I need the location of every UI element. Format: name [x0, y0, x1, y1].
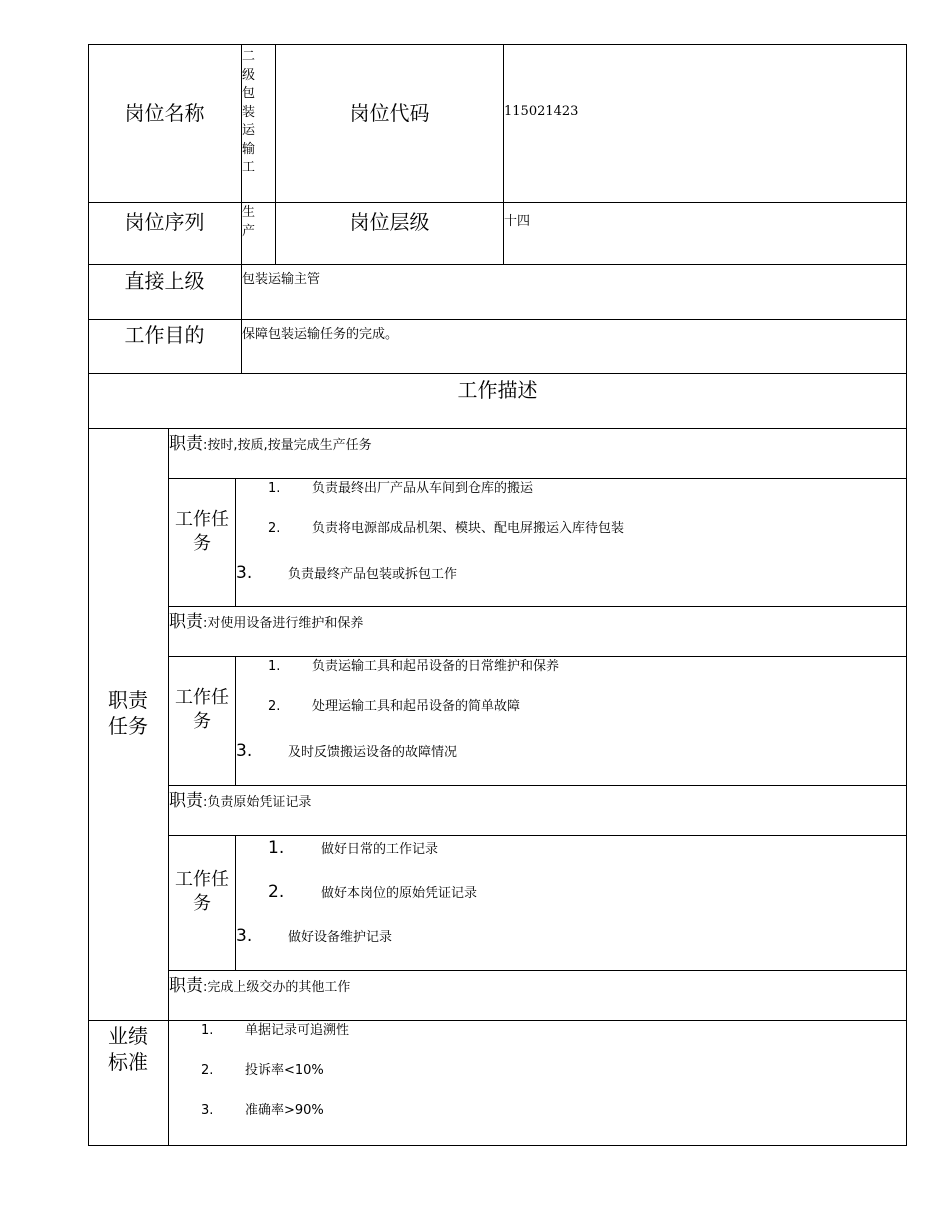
row-divider	[168, 970, 907, 971]
task-label: 工作任务	[175, 687, 229, 732]
task-item: 3. 做好设备维护记录	[236, 926, 393, 946]
position-code-value: 115021423	[504, 104, 579, 119]
duty-text: :对使用设备进行维护和保养	[203, 616, 364, 631]
task-item: 1. 做好日常的工作记录	[268, 838, 439, 858]
duties-label: 职责任务	[108, 688, 148, 738]
position-name-value: 二级包装运输工	[242, 49, 256, 175]
task-item: 2. 做好本岗位的原始凭证记录	[268, 882, 478, 902]
row-divider	[88, 202, 907, 203]
row-divider	[88, 1020, 907, 1021]
position-name-label: 岗位名称	[124, 101, 205, 125]
duty-prefix: 职责	[169, 612, 203, 632]
row-divider	[88, 428, 907, 429]
task-item: 1. 负责最终出厂产品从车间到仓库的搬运	[268, 481, 534, 496]
row-divider	[168, 785, 907, 786]
duty-heading	[169, 609, 363, 635]
row-divider	[88, 319, 907, 320]
row-divider	[88, 264, 907, 265]
position-sequence-label: 岗位序列	[124, 210, 205, 234]
task-item: 1. 负责运输工具和起吊设备的日常维护和保养	[268, 659, 560, 674]
duty-prefix: 职责	[169, 791, 203, 811]
duty-prefix: 职责	[169, 434, 203, 454]
col-divider	[503, 44, 504, 264]
description-title: 工作描述	[457, 378, 538, 402]
duty-text: :完成上级交办的其他工作	[203, 980, 351, 995]
task-item: 2. 处理运输工具和起吊设备的简单故障	[268, 699, 521, 714]
col-divider	[235, 478, 236, 606]
duty-prefix: 职责	[169, 976, 203, 996]
row-divider	[168, 656, 907, 657]
performance-label: 业绩标准	[108, 1024, 148, 1074]
position-level-label: 岗位层级	[349, 210, 430, 234]
performance-item: 3. 准确率>90%	[201, 1103, 324, 1118]
col-divider	[168, 428, 169, 1146]
duty-heading	[169, 973, 350, 999]
col-divider	[235, 656, 236, 785]
position-sequence-value: 生产	[242, 205, 256, 239]
task-label: 工作任务	[175, 869, 229, 914]
row-divider	[168, 478, 907, 479]
task-item: 3. 及时反馈搬运设备的故障情况	[236, 741, 458, 761]
task-label: 工作任务	[175, 509, 229, 554]
duty-text: :负责原始凭证记录	[203, 795, 312, 810]
position-code-label: 岗位代码	[349, 101, 430, 125]
purpose-label: 工作目的	[124, 323, 205, 347]
col-divider	[235, 835, 236, 970]
row-divider	[88, 373, 907, 374]
task-item: 2. 负责将电源部成品机架、模块、配电屏搬运入库待包装	[268, 521, 625, 536]
row-divider	[168, 606, 907, 607]
job-description-table	[88, 44, 907, 1146]
performance-item: 1. 单据记录可追溯性	[201, 1023, 350, 1038]
duty-heading	[169, 788, 311, 814]
performance-item: 2. 投诉率<10%	[201, 1063, 324, 1078]
task-item: 3. 负责最终产品包装或拆包工作	[236, 563, 458, 583]
duty-text: :按时,按质,按量完成生产任务	[203, 438, 372, 453]
supervisor-value: 包装运输主管	[242, 272, 321, 287]
purpose-value: 保障包装运输任务的完成。	[242, 327, 399, 342]
position-level-value: 十四	[504, 214, 531, 229]
supervisor-label: 直接上级	[124, 269, 205, 293]
duty-heading	[169, 431, 372, 457]
